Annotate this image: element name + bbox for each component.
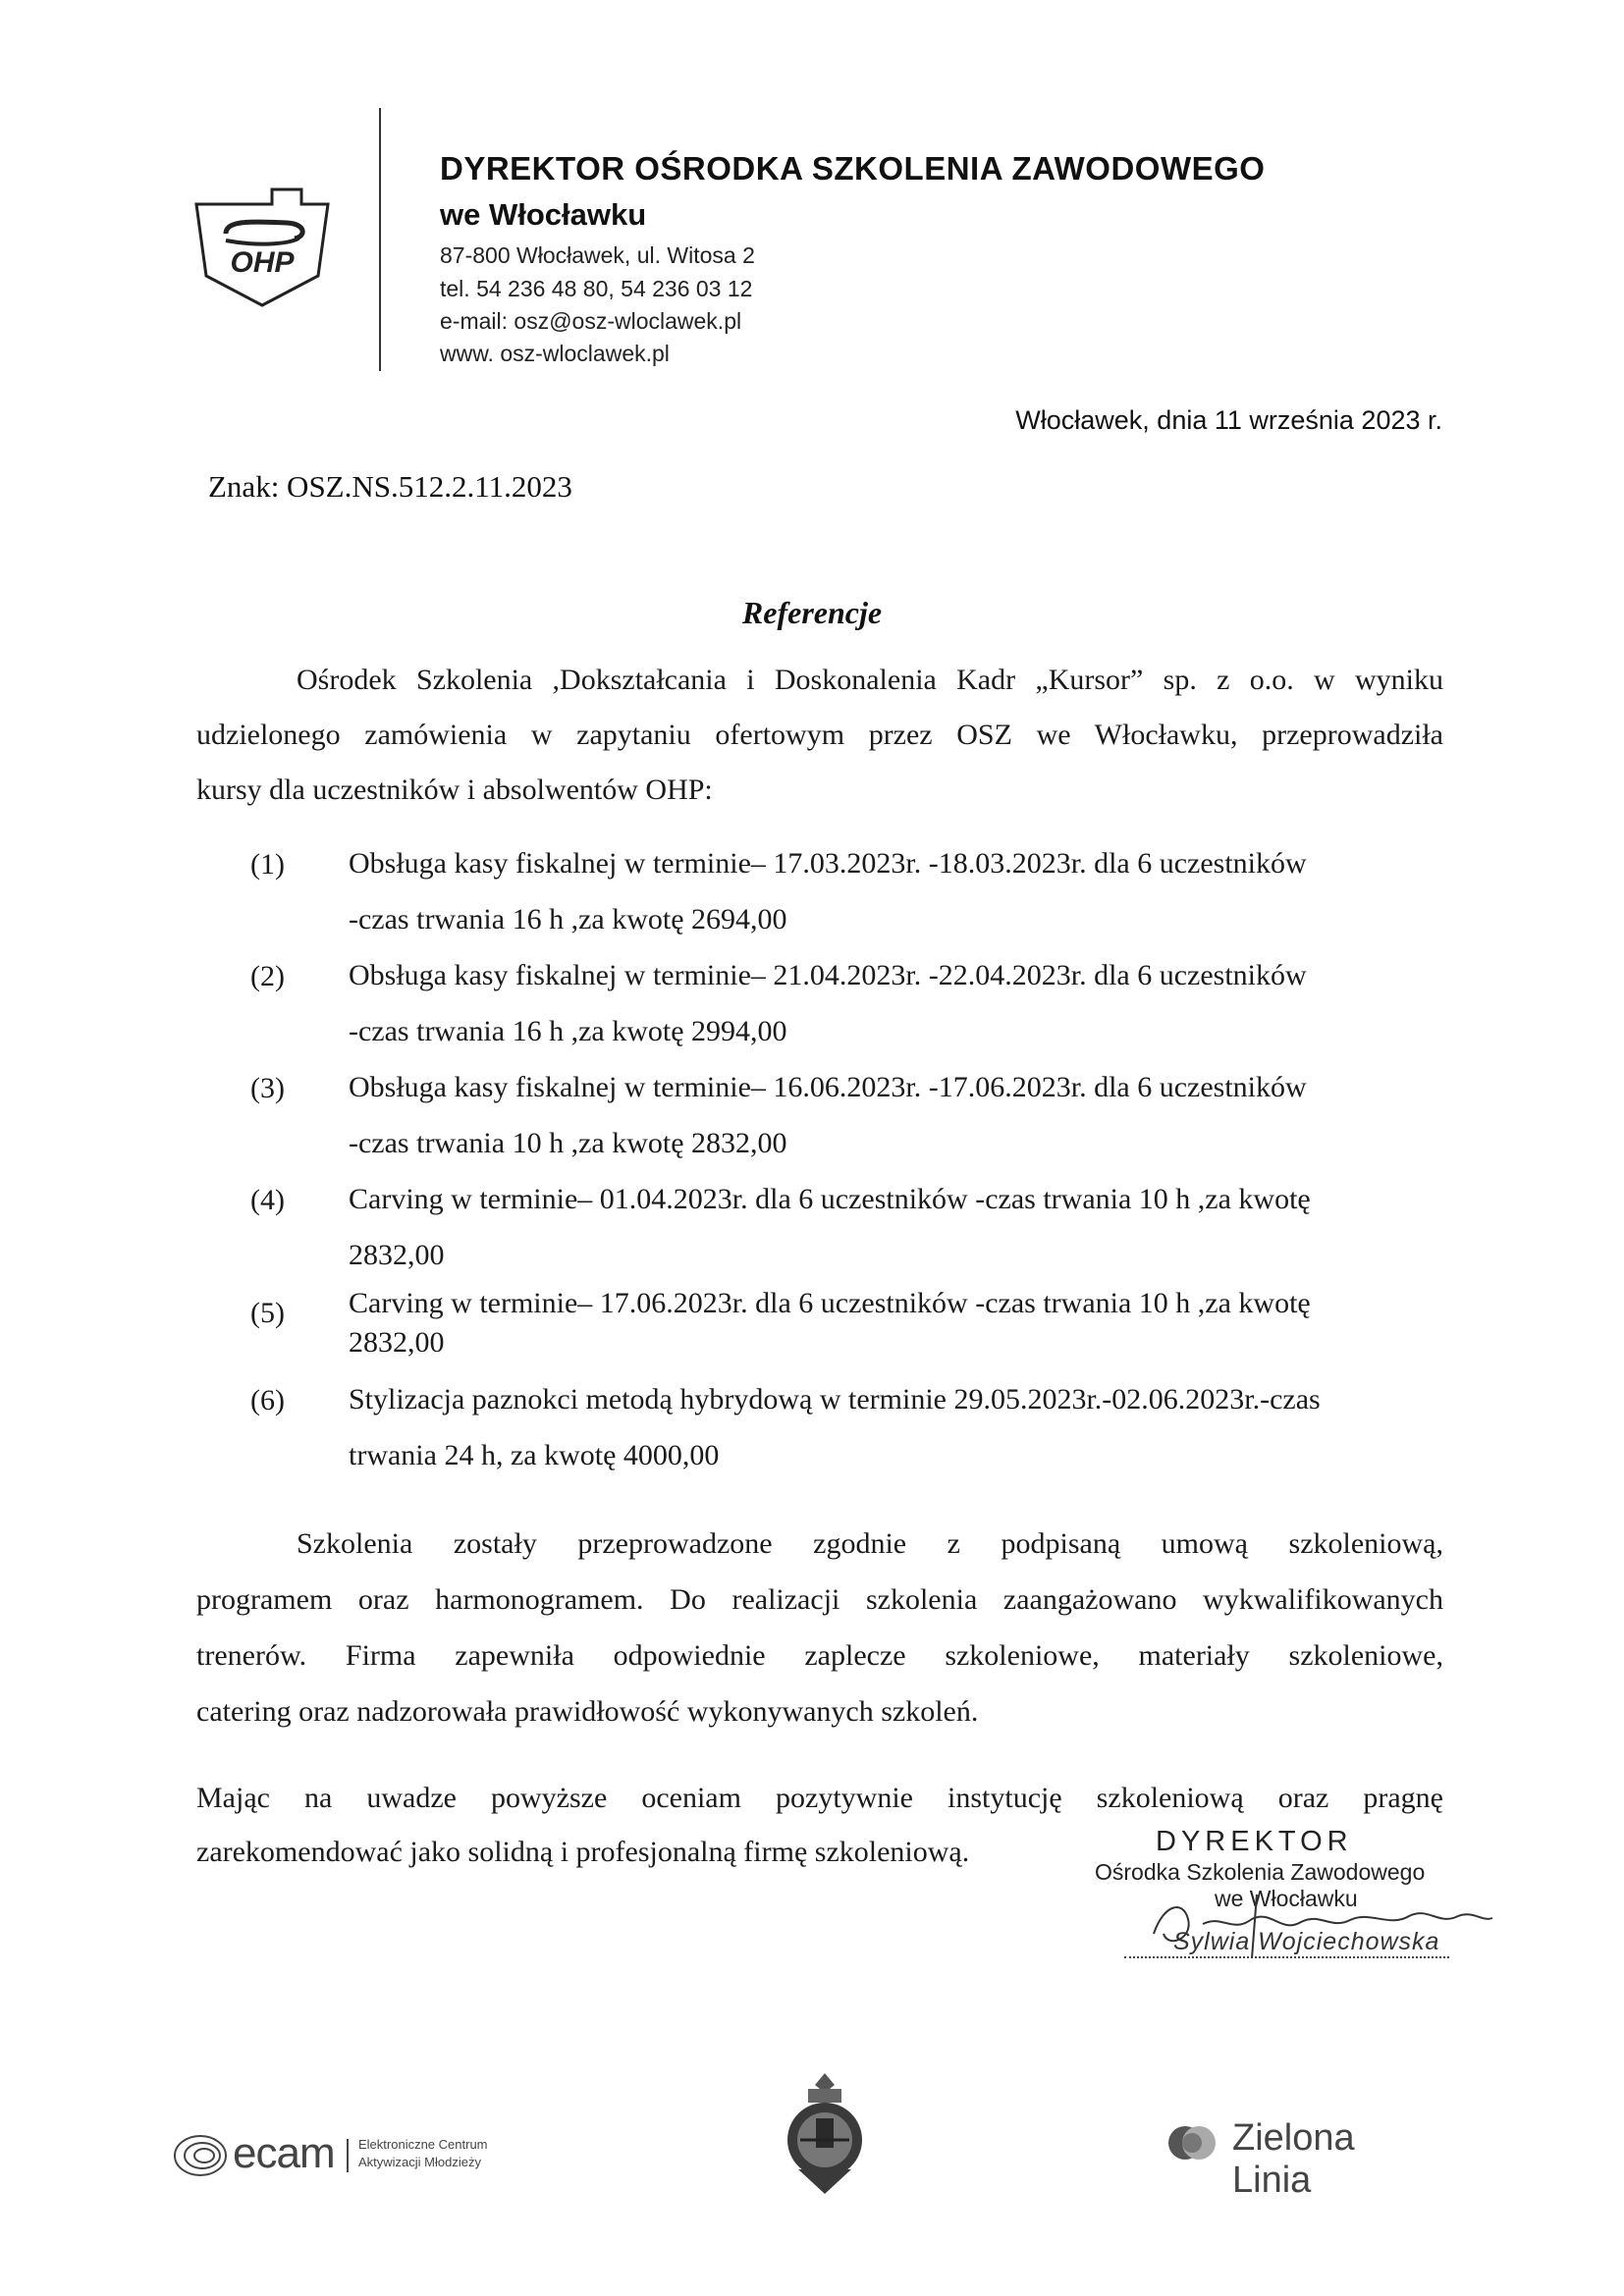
ecam-logo: [172, 2125, 525, 2184]
course-description: [349, 1284, 1443, 1362]
summary-line: programem oraz harmonogramem. Do realizacji szkolenia zaangażowano wykwalifikowanych: [196, 1583, 1443, 1616]
course-line: 2832,00: [349, 1326, 445, 1359]
course-line: -czas trwania 16 h ,za kwotę 2994,00: [349, 1015, 787, 1047]
course-line: -czas trwania 16 h ,za kwotę 2694,00: [349, 903, 787, 935]
place-date: Włocławek, dnia 11 września 2023 r.: [1015, 405, 1442, 435]
course-line: Carving w terminie– 17.06.2023r. dla 6 uczestników -czas trwania 10 h ,za kwotę: [349, 1287, 1311, 1319]
course-description: [349, 835, 1443, 947]
course-line: -czas trwania 10 h ,za kwotę 2832,00: [349, 1127, 787, 1159]
ecam-divider: [347, 2139, 349, 2172]
summary-line: catering oraz nadzorowała prawidłowość wykonywanych szkoleń.: [196, 1695, 979, 1728]
course-description: [349, 947, 1443, 1059]
course-number: (3): [250, 1072, 285, 1104]
zielona-linia-icon: [1165, 2123, 1224, 2163]
course-line: Obsługa kasy fiskalnej w terminie– 16.06.2023r. -17.06.2023r. dla 6 uczestników: [349, 1071, 1307, 1103]
course-line: Obsługa kasy fiskalnej w terminie– 17.03.2023r. -18.03.2023r. dla 6 uczestników: [349, 847, 1307, 880]
intro-line: Ośrodek Szkolenia ,Dokształcania i Doskonalenia Kadr „Kursor” sp. z o.o. w wyniku: [297, 664, 1443, 696]
stamp-line: Ośrodka Szkolenia Zawodowego: [1095, 1859, 1426, 1885]
course-description: [349, 1171, 1443, 1283]
org-address: 87-800 Włocławek, ul. Witosa 2: [440, 242, 755, 268]
ecam-description: Elektroniczne Centrum: [358, 2137, 488, 2152]
svg-text:OHP: OHP: [230, 246, 295, 279]
org-website: www. osz-wloclawek.pl: [440, 341, 670, 366]
ecam-description: Aktywizacji Młodzieży: [358, 2155, 481, 2169]
zielona-linia-logo: [1164, 2115, 1419, 2201]
summary-paragraph: [196, 1516, 1443, 1739]
handwritten-signature: [1144, 1865, 1497, 1963]
recommendation-line: zarekomendować jako solidną i profesjonalną firmę szkoleniową.: [196, 1836, 970, 1868]
course-number: (2): [250, 960, 285, 992]
course-number: (4): [250, 1184, 285, 1216]
ohp-emblem-icon: [781, 2071, 869, 2199]
ohp-logo-icon: [189, 180, 336, 307]
intro-line: udzielonego zamówienia w zapytaniu ofertowym przez OSZ we Włocławku, przeprowadziła: [196, 719, 1443, 751]
org-title: DYREKTOR OŚRODKA SZKOLENIA ZAWODOWEGO: [440, 150, 1266, 187]
director-stamp: [1085, 1826, 1497, 1973]
ohp-logo: [189, 180, 336, 307]
course-line: trwania 24 h, za kwotę 4000,00: [349, 1439, 720, 1471]
ecam-swirl-icon: [172, 2127, 229, 2184]
course-line: 2832,00: [349, 1239, 445, 1271]
ohp-emblem: [781, 2071, 869, 2199]
header-divider: [379, 108, 381, 371]
course-number: (1): [250, 848, 285, 881]
org-phone: tel. 54 236 48 80, 54 236 03 12: [440, 276, 753, 301]
reference-number: Znak: OSZ.NS.512.2.11.2023: [208, 469, 572, 504]
ecam-wordmark: ecam: [233, 2129, 335, 2177]
stamp-name: Sylwia Wojciechowska: [1124, 1928, 1449, 1958]
intro-line: kursy dla uczestników i absolwentów OHP:: [196, 774, 713, 806]
stamp-line: we Włocławku: [1215, 1886, 1358, 1911]
document-title: Referencje: [741, 595, 883, 630]
zielona-linia-wordmark: Zielona Linia: [1232, 2117, 1355, 2201]
stamp-title: DYREKTOR: [1156, 1826, 1353, 1857]
recommendation-line: Mając na uwadze powyższe oceniam pozytywnie instytucję szkoleniową oraz pragnę: [196, 1782, 1443, 1814]
course-line: Carving w terminie– 01.04.2023r. dla 6 uczestników -czas trwania 10 h ,za kwotę: [349, 1183, 1311, 1215]
course-description: [349, 1371, 1443, 1483]
summary-line: Szkolenia zostały przeprowadzone zgodnie z podpisaną umową szkoleniową,: [297, 1527, 1443, 1560]
course-line: Obsługa kasy fiskalnej w terminie– 21.04.2023r. -22.04.2023r. dla 6 uczestników: [349, 959, 1307, 991]
course-line: Stylizacja paznokci metodą hybrydową w terminie 29.05.2023r.-02.06.2023r.-czas: [349, 1383, 1321, 1415]
intro-paragraph: [196, 653, 1443, 818]
course-description: [349, 1059, 1443, 1171]
summary-line: trenerów. Firma zapewniła odpowiednie zaplecze szkoleniowe, materiały szkoleniowe,: [196, 1639, 1443, 1672]
course-number: (6): [250, 1384, 285, 1416]
org-email: e-mail: osz@osz-wloclawek.pl: [440, 308, 742, 334]
course-number: (5): [250, 1297, 285, 1329]
org-subtitle: we Włocławku: [440, 197, 647, 232]
